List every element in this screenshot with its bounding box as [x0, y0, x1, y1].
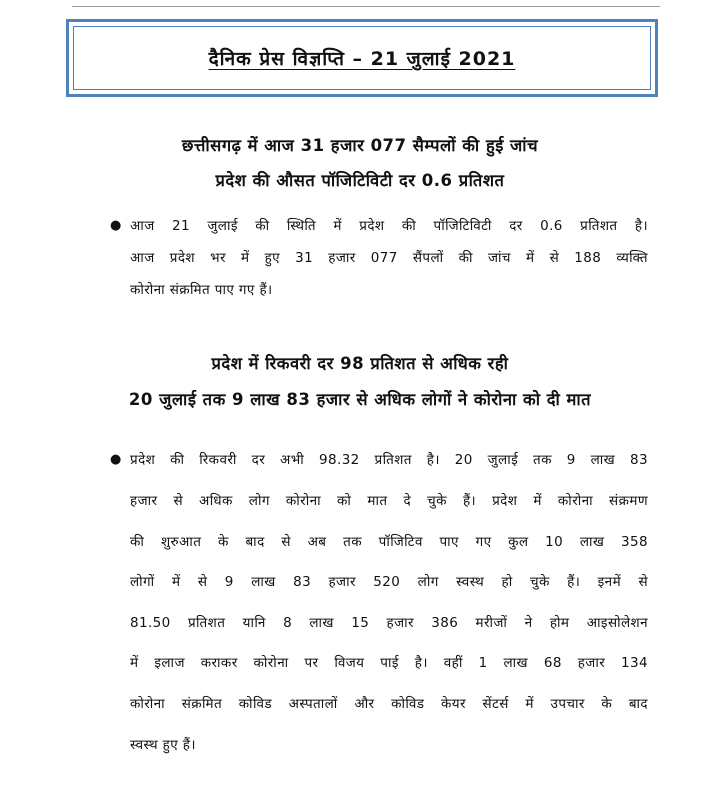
section2-line-6: में इलाज कराकर कोरोना पर विजय पाई है। वहीं 1 लाख 68 हजार 134 — [130, 655, 648, 671]
section2-line-2: हजार से अधिक लोग कोरोना को मात दे चुके हैं। प्रदेश में कोरोना संक्रमण — [130, 493, 648, 509]
section2-heading-line1: प्रदेश में रिकवरी दर 98 प्रतिशत से अधिक रही — [211, 354, 509, 373]
section1-line-1: आज 21 जुलाई की स्थिति में प्रदेश की पॉजिटिविटी दर 0.6 प्रतिशत है। — [130, 218, 648, 234]
section2-line-7: कोरोना संक्रमित कोविड अस्पतालों और कोविड केयर सेंटर्स में उपचार के बाद — [130, 696, 648, 712]
section2-line-1: प्रदेश की रिकवरी दर अभी 98.32 प्रतिशत है। 20 जुलाई तक 9 लाख 83 — [130, 452, 648, 468]
section1-heading-line2: प्रदेश की औसत पॉजिटिविटी दर 0.6 प्रतिशत — [215, 171, 505, 190]
press-release-title: दैनिक प्रेस विज्ञप्ति – 21 जुलाई 2021 — [208, 48, 516, 70]
section2-line-4: लोगों में से 9 लाख 83 हजार 520 लोग स्वस्थ हो चुके हैं। इनमें से — [130, 574, 648, 590]
section2-line-5: 81.50 प्रतिशत यानि 8 लाख 15 हजार 386 मरीजों ने होम आइसोलेशन — [130, 615, 648, 631]
bullet-icon: ● — [110, 452, 122, 467]
title-inner-frame — [73, 26, 651, 90]
section2-line-8: स्वस्थ हुए हैं। — [130, 737, 196, 753]
section1-heading-line1: छत्तीसगढ़ में आज 31 हजार 077 सैम्पलों की हुई जांच — [181, 136, 539, 155]
bullet-icon: ● — [110, 218, 122, 233]
title-box — [66, 19, 658, 97]
section1-line-2: आज प्रदेश भर में हुए 31 हजार 077 सैंपलों की जांच में से 188 व्यक्ति — [130, 250, 648, 266]
top-divider — [72, 6, 660, 7]
section1-line-3: कोरोना संक्रमित पाए गए हैं। — [130, 282, 273, 298]
section2-line-3: की शुरुआत के बाद से अब तक पॉजिटिव पाए गए कुल 10 लाख 358 — [130, 534, 648, 550]
section2-heading-line2: 20 जुलाई तक 9 लाख 83 हजार से अधिक लोगों ने कोरोना को दी मात — [128, 390, 592, 409]
